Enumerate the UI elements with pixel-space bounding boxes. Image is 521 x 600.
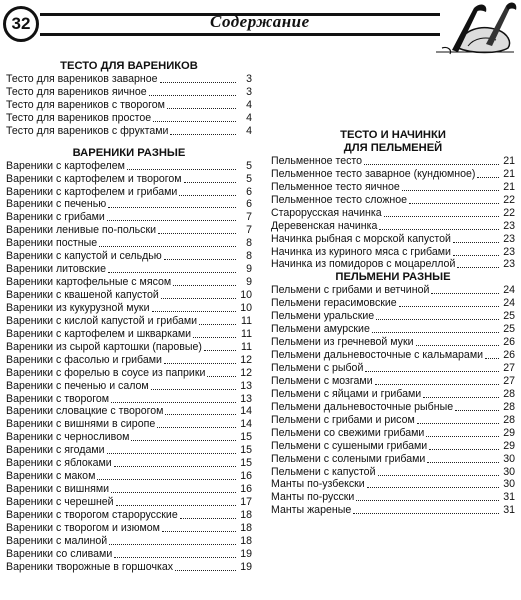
entry-title: Пельмени со свежими грибами xyxy=(271,426,425,439)
dot-leader xyxy=(167,108,236,109)
entry-page-number: 3 xyxy=(246,72,252,85)
entry-page-number: 28 xyxy=(503,400,515,413)
toc-entry xyxy=(6,367,252,380)
entry-title: Вареники с картофелем xyxy=(6,159,125,172)
entry-page-number: 24 xyxy=(503,297,515,310)
entry-page-number: 28 xyxy=(503,387,515,400)
toc-entry xyxy=(271,504,515,517)
entry-title: Вареники с фасолью и грибами xyxy=(6,353,162,366)
entry-page-number: 22 xyxy=(503,206,515,219)
dot-leader xyxy=(114,466,236,467)
entry-page-number: 13 xyxy=(240,379,252,392)
dot-leader xyxy=(116,505,236,506)
toc-section xyxy=(6,147,252,574)
entry-page-number: 21 xyxy=(503,154,515,167)
dot-leader xyxy=(151,389,236,390)
toc-entry xyxy=(6,224,252,237)
dot-leader xyxy=(114,557,236,558)
entry-title: Пельмени дальневосточные рыбные xyxy=(271,400,454,413)
entry-title: Начинка рыбная с морской капустой xyxy=(271,232,451,245)
entry-page-number: 30 xyxy=(503,465,515,478)
entry-page-number: 25 xyxy=(503,310,515,323)
entry-page-number: 14 xyxy=(240,405,252,418)
entry-title: Пельмени с яйцами и грибами xyxy=(271,387,422,400)
dot-leader xyxy=(107,220,236,221)
toc-entry xyxy=(271,168,515,181)
entry-title: Вареники с печенью xyxy=(6,198,107,211)
dot-leader xyxy=(379,229,499,230)
dot-leader xyxy=(193,337,236,338)
left-column xyxy=(6,60,252,574)
entry-page-number: 26 xyxy=(503,349,515,362)
entry-title: Пельмени с капустой xyxy=(271,465,376,478)
dot-leader xyxy=(158,233,236,234)
toc-entry xyxy=(6,99,252,112)
toc-entry xyxy=(6,341,252,354)
toc-entry xyxy=(6,418,252,431)
right-column xyxy=(271,129,515,517)
page-header xyxy=(0,0,521,52)
dot-leader xyxy=(199,324,236,325)
toc-entry xyxy=(271,453,515,466)
section-title: ПЕЛЬМЕНИ РАЗНЫЕ xyxy=(335,271,451,284)
entry-page-number: 4 xyxy=(246,124,252,137)
entry-title: Вареники постные xyxy=(6,237,98,250)
entry-page-number: 23 xyxy=(503,219,515,232)
entry-title: Вареники с картофелем и грибами xyxy=(6,185,178,198)
toc-entry xyxy=(6,483,252,496)
dot-leader xyxy=(378,475,500,476)
entry-page-number: 18 xyxy=(240,534,252,547)
entry-title: Тесто для вареников с фруктами xyxy=(6,124,169,137)
dot-leader xyxy=(399,306,499,307)
toc-entry xyxy=(6,444,252,457)
dot-leader xyxy=(97,479,236,480)
entry-title: Вареники с квашеной капустой xyxy=(6,289,159,302)
toc-entry xyxy=(271,259,515,272)
toc-entry xyxy=(271,207,515,220)
toc-section xyxy=(6,60,252,138)
header-rule-bottom xyxy=(40,33,440,36)
entry-page-number: 8 xyxy=(246,250,252,263)
dot-leader xyxy=(455,410,499,411)
toc-entry xyxy=(271,491,515,504)
toc-entry xyxy=(6,237,252,250)
entry-title: Вареники с маком xyxy=(6,470,96,483)
entry-title: Пельмени с грибами и рисом xyxy=(271,413,415,426)
entry-page-number: 23 xyxy=(503,258,515,271)
entry-title: Пельмени из гречневой муки xyxy=(271,336,414,349)
entry-title: Вареники с грибами xyxy=(6,211,105,224)
entry-page-number: 17 xyxy=(240,496,252,509)
entry-title: Пельмени с рыбой xyxy=(271,362,364,375)
entry-title: Манты по-узбекски xyxy=(271,478,365,491)
entry-page-number: 21 xyxy=(503,167,515,180)
entry-title: Тесто для вареников яичное xyxy=(6,85,147,98)
dot-leader xyxy=(429,449,499,450)
entry-title: Пельмени герасимовские xyxy=(271,297,397,310)
page-number-badge xyxy=(3,6,39,42)
entry-title: Старорусская начинка xyxy=(271,206,382,219)
toc-entry xyxy=(271,155,515,168)
toc-entry xyxy=(6,250,252,263)
toc-entry xyxy=(6,160,252,173)
section-title: ТЕСТО ДЛЯ ВАРЕНИКОВ xyxy=(60,60,198,72)
dot-leader xyxy=(111,402,236,403)
entry-page-number: 3 xyxy=(246,85,252,98)
entry-title: Пельмени с грибами и ветчиной xyxy=(271,284,430,297)
section-title: ВАРЕНИКИ РАЗНЫЕ xyxy=(72,146,186,159)
dot-leader xyxy=(416,345,499,346)
entry-title: Пельмени амурские xyxy=(271,323,370,336)
toc-entry xyxy=(271,427,515,440)
entry-page-number: 27 xyxy=(503,374,515,387)
toc-entry xyxy=(6,315,252,328)
entry-page-number: 12 xyxy=(240,366,252,379)
entry-page-number: 11 xyxy=(241,314,252,327)
dot-leader xyxy=(131,440,236,441)
toc-entry xyxy=(271,336,515,349)
entry-page-number: 26 xyxy=(503,336,515,349)
toc-entry xyxy=(6,470,252,483)
dot-leader xyxy=(376,319,499,320)
dot-leader xyxy=(365,371,499,372)
entry-page-number: 23 xyxy=(503,245,515,258)
dot-leader xyxy=(427,462,499,463)
dot-leader xyxy=(431,293,499,294)
entry-page-number: 8 xyxy=(246,237,252,250)
dot-leader xyxy=(375,384,499,385)
dot-leader xyxy=(453,255,499,256)
entry-title: Вареники словацкие с творогом xyxy=(6,405,164,418)
entry-title: Пельмени с мозгами xyxy=(271,374,373,387)
entry-page-number: 4 xyxy=(246,98,252,111)
dot-leader xyxy=(164,259,236,260)
entry-title: Начинка из куриного мяса с грибами xyxy=(271,245,451,258)
entry-title: Вареники с ягодами xyxy=(6,444,105,457)
toc-entry xyxy=(6,406,252,419)
toc-entry xyxy=(6,199,252,212)
entry-page-number: 18 xyxy=(240,508,252,521)
dot-leader xyxy=(367,487,499,488)
dot-leader xyxy=(409,203,499,204)
toc-entry xyxy=(6,211,252,224)
entry-page-number: 21 xyxy=(503,180,515,193)
toc-entry xyxy=(6,289,252,302)
toc-entry xyxy=(271,479,515,492)
toc-entry xyxy=(271,310,515,323)
toc-entry xyxy=(6,548,252,561)
toc-entry xyxy=(6,276,252,289)
entry-page-number: 11 xyxy=(241,327,252,340)
toc-entry xyxy=(271,246,515,259)
dot-leader xyxy=(165,414,236,415)
entry-page-number: 6 xyxy=(246,198,252,211)
entry-page-number: 7 xyxy=(246,211,252,224)
entry-title: Вареники картофельные с мясом xyxy=(6,276,172,289)
entry-page-number: 16 xyxy=(240,470,252,483)
dot-leader xyxy=(417,423,499,424)
toc-entry xyxy=(271,440,515,453)
section-title: ДЛЯ ПЕЛЬМЕНЕЙ xyxy=(343,142,443,154)
toc-entry xyxy=(271,375,515,388)
page-title: Содержание xyxy=(210,12,310,31)
dot-leader xyxy=(153,121,236,122)
entry-title: Манты жареные xyxy=(271,504,352,517)
dot-leader xyxy=(179,195,236,196)
entry-title: Тесто для вареников простое xyxy=(6,111,152,124)
dot-leader xyxy=(157,427,236,428)
entry-page-number: 18 xyxy=(240,521,252,534)
toc-section xyxy=(271,271,515,517)
entry-title: Деревенская начинка xyxy=(271,219,378,232)
toc-entry xyxy=(271,233,515,246)
toc-entry xyxy=(6,509,252,522)
dot-leader xyxy=(477,177,499,178)
toc-entry xyxy=(6,86,252,99)
entry-title: Пельмени дальневосточные с кальмарами xyxy=(271,349,484,362)
dot-leader xyxy=(402,190,499,191)
toc-entry xyxy=(6,302,252,315)
entry-page-number: 5 xyxy=(246,159,252,172)
toc-entry xyxy=(271,181,515,194)
entry-title: Вареники с кислой капустой и грибами xyxy=(6,314,198,327)
entry-page-number: 27 xyxy=(503,362,515,375)
dot-leader xyxy=(152,311,237,312)
entry-title: Вареники с черешней xyxy=(6,496,114,509)
entry-title: Вареники с картофелем и шкварками xyxy=(6,327,192,340)
dot-leader xyxy=(372,332,499,333)
entry-page-number: 31 xyxy=(503,504,515,517)
dot-leader xyxy=(457,267,499,268)
dot-leader xyxy=(207,376,236,377)
toc-entry xyxy=(271,414,515,427)
entry-title: Вареники с творогом старорусские xyxy=(6,508,178,521)
entry-page-number: 19 xyxy=(240,560,252,573)
dot-leader xyxy=(108,272,236,273)
dot-leader xyxy=(160,82,236,83)
entry-title: Вареники с капустой и сельдью xyxy=(6,250,162,263)
entry-page-number: 24 xyxy=(503,284,515,297)
entry-title: Пельмени с сушеными грибами xyxy=(271,439,428,452)
entry-page-number: 29 xyxy=(503,426,515,439)
dot-leader xyxy=(364,164,499,165)
dot-leader xyxy=(107,453,236,454)
entry-page-number: 30 xyxy=(503,452,515,465)
entry-title: Вареники со сливами xyxy=(6,547,113,560)
toc-entry xyxy=(6,173,252,186)
dot-leader xyxy=(423,397,499,398)
entry-page-number: 7 xyxy=(246,224,252,237)
entry-page-number: 11 xyxy=(241,340,252,353)
entry-page-number: 9 xyxy=(246,276,252,289)
entry-page-number: 5 xyxy=(246,172,252,185)
entry-page-number: 25 xyxy=(503,323,515,336)
entry-title: Тесто для вареников с творогом xyxy=(6,98,165,111)
dot-leader xyxy=(162,531,236,532)
entry-title: Вареники творожные в горшочках xyxy=(6,560,174,573)
dot-leader xyxy=(164,363,236,364)
entry-title: Вареники с творогом и изюмом xyxy=(6,521,160,534)
entry-title: Вареники с малиной xyxy=(6,534,108,547)
entry-page-number: 16 xyxy=(240,483,252,496)
dot-leader xyxy=(149,95,236,96)
dot-leader xyxy=(109,544,236,545)
dot-leader xyxy=(99,246,236,247)
toc-entry xyxy=(271,194,515,207)
entry-page-number: 15 xyxy=(240,457,252,470)
entry-title: Вареники с вишнями в сиропе xyxy=(6,418,156,431)
toc-entry xyxy=(271,466,515,479)
toc-entry xyxy=(6,73,252,86)
dot-leader xyxy=(184,182,236,183)
dot-leader xyxy=(127,169,236,170)
toc-entry xyxy=(6,496,252,509)
entry-page-number: 15 xyxy=(240,444,252,457)
toc-entry xyxy=(6,393,252,406)
dot-leader xyxy=(111,492,236,493)
entry-title: Пельменное тесто заварное (кундюмное) xyxy=(271,167,476,180)
entry-title: Пельмени с солеными грибами xyxy=(271,452,426,465)
entry-page-number: 30 xyxy=(503,478,515,491)
entry-title: Пельмени уральские xyxy=(271,310,375,323)
toc-entry xyxy=(6,112,252,125)
toc-entry xyxy=(271,401,515,414)
entry-title: Вареники с форелью в соусе из паприки xyxy=(6,366,206,379)
toc-entry xyxy=(6,125,252,138)
entry-title: Манты по-русски xyxy=(271,491,355,504)
entry-page-number: 14 xyxy=(240,418,252,431)
entry-page-number: 29 xyxy=(503,439,515,452)
toc-entry xyxy=(271,388,515,401)
toc-entry xyxy=(6,535,252,548)
section-title: ТЕСТО И НАЧИНКИ xyxy=(340,129,446,141)
toc-section xyxy=(271,129,515,271)
dot-leader xyxy=(170,134,236,135)
toc-entry xyxy=(6,354,252,367)
entry-title: Вареники ленивые по-польски xyxy=(6,224,157,237)
entry-page-number: 6 xyxy=(246,185,252,198)
entry-title: Вареники из кукурузной муки xyxy=(6,301,150,314)
entry-title: Вареники с печенью и салом xyxy=(6,379,149,392)
toc-entry xyxy=(271,220,515,233)
toc-entry xyxy=(271,284,515,297)
entry-title: Вареники литовские xyxy=(6,263,106,276)
toc-entry xyxy=(271,297,515,310)
entry-title: Вареники с черносливом xyxy=(6,431,130,444)
page-number: 32 xyxy=(11,14,31,33)
toc-entry xyxy=(6,561,252,574)
entry-page-number: 13 xyxy=(240,392,252,405)
toc-entry xyxy=(271,362,515,375)
entry-title: Начинка из помидоров с моцареллой xyxy=(271,258,456,271)
dot-leader xyxy=(204,350,236,351)
toc-entry xyxy=(6,263,252,276)
entry-page-number: 10 xyxy=(240,289,252,302)
entry-page-number: 31 xyxy=(503,491,515,504)
toc-entry xyxy=(6,380,252,393)
dot-leader xyxy=(356,500,499,501)
entry-page-number: 19 xyxy=(240,547,252,560)
entry-title: Пельменное тесто яичное xyxy=(271,180,400,193)
entry-page-number: 23 xyxy=(503,232,515,245)
toc-entry xyxy=(271,323,515,336)
entry-title: Вареники с вишнями xyxy=(6,483,110,496)
toc-entry xyxy=(6,457,252,470)
dot-leader xyxy=(173,285,236,286)
toc-entry xyxy=(271,349,515,362)
dot-leader xyxy=(108,207,236,208)
dot-leader xyxy=(353,513,499,514)
entry-title: Пельменное тесто xyxy=(271,154,363,167)
entry-page-number: 15 xyxy=(240,431,252,444)
entry-page-number: 28 xyxy=(503,413,515,426)
toc-entry xyxy=(6,522,252,535)
entry-title: Пельменное тесто сложное xyxy=(271,193,408,206)
entry-page-number: 10 xyxy=(240,301,252,314)
entry-title: Вареники с яблоками xyxy=(6,457,112,470)
entry-page-number: 9 xyxy=(246,263,252,276)
dot-leader xyxy=(384,216,499,217)
dot-leader xyxy=(453,242,499,243)
dot-leader xyxy=(161,298,236,299)
toc-entry xyxy=(6,328,252,341)
dot-leader xyxy=(485,358,499,359)
inkwell-quill-icon xyxy=(428,0,518,56)
entry-title: Тесто для вареников заварное xyxy=(6,72,158,85)
toc-entry xyxy=(6,431,252,444)
entry-title: Вареники с творогом xyxy=(6,392,110,405)
entry-title: Вареники с картофелем и творогом xyxy=(6,172,182,185)
entry-title: Вареники из сырой картошки (паровые) xyxy=(6,340,202,353)
dot-leader xyxy=(175,570,236,571)
dot-leader xyxy=(180,518,236,519)
toc-entry xyxy=(6,186,252,199)
dot-leader xyxy=(426,436,499,437)
entry-page-number: 12 xyxy=(240,353,252,366)
entry-page-number: 4 xyxy=(246,111,252,124)
entry-page-number: 22 xyxy=(503,193,515,206)
